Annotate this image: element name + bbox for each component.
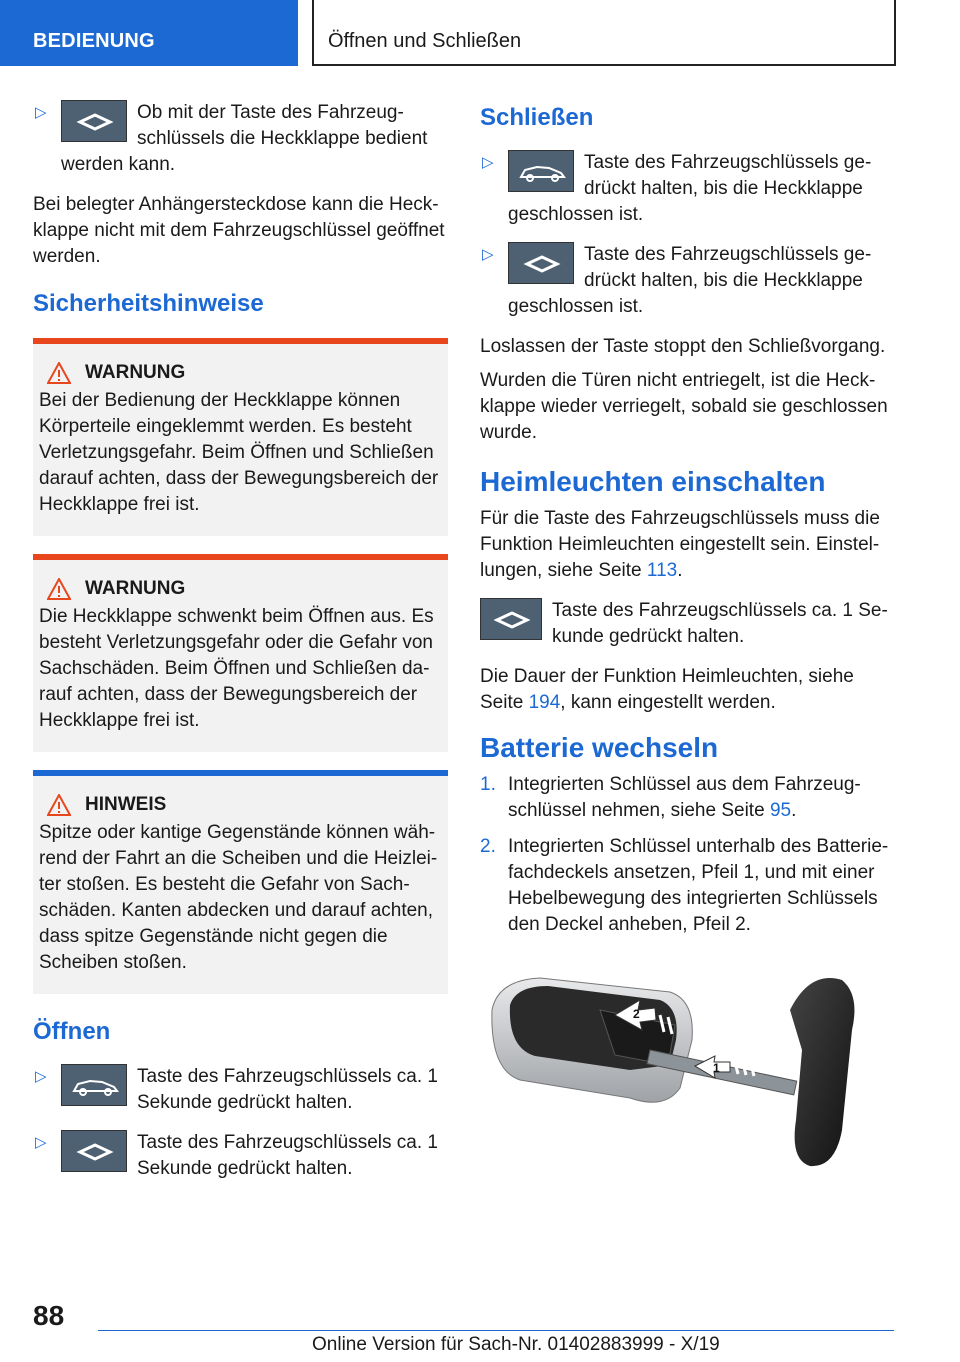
arrow-label-2: 2 — [633, 1007, 640, 1021]
open-bullet-2: ▷ Taste des Fahrzeugschlüssels ca. 1 Sekunde gedrückt halten. — [35, 1132, 438, 1179]
right-column — [480, 100, 895, 1185]
page-link-194[interactable]: 194 — [528, 692, 561, 713]
page-link-113[interactable]: 113 — [646, 560, 678, 581]
notice-box — [33, 770, 448, 994]
car-key-icon — [508, 150, 574, 192]
safety-heading: Sicherheitshinweise — [33, 290, 264, 317]
battery-steps — [480, 772, 895, 938]
bullet-triangle-icon: ▷ — [35, 104, 47, 121]
page-number: 88 — [33, 1300, 65, 1331]
close-heading: Schließen — [480, 104, 594, 131]
bullet-triangle-icon: ▷ — [35, 1068, 47, 1085]
warning-text-1: Bei der Bedienung der Heckklappe können Körperteile eingeklemmt werden. Es besteht Verletzungsgefahr. Beim Öffnen und Schließen darauf achten, dass der Bewegungsbereich der Heckklappe frei ist. — [39, 390, 439, 515]
tailgate-open-key-icon — [61, 1130, 127, 1172]
tailgate-open-key-icon — [61, 100, 127, 142]
intro-bullet: ▷ Ob mit der Taste des Fahrzeugschlüssels die Heckklappe bedient werden kann. — [35, 102, 428, 175]
intro-paragraph: Bei belegter Anhängersteckdose kann die Heckklappe nicht mit dem Fahrzeugschlüssel geöffnet werden. — [33, 194, 445, 267]
bullet-triangle-icon: ▷ — [482, 154, 494, 171]
open-bullet-1: ▷ Taste des Fahrzeugschlüssels ca. 1 Sekunde gedrückt halten. — [35, 1066, 438, 1113]
footer-text: Online Version für Sach-Nr. 01402883999 - X/19 — [312, 1334, 720, 1355]
key-battery-illustration — [480, 970, 895, 1180]
close-bullet-1: ▷ Taste des Fahrzeugschlüssels gedrückt halten, bis die Heckklappe geschlossen ist. — [482, 152, 872, 225]
list-item: 2. Integrierten Schlüssel unterhalb des Batteriefachdeckels ansetzen, Pfeil 1, und mit einer Hebelbewegung des integrierten Schlüssels den Deckel anheben, Pfeil 2. — [480, 836, 889, 935]
warning-box-2 — [33, 554, 448, 752]
home-duration-paragraph: Die Dauer der Funktion Heimleuchten, siehe Seite 194, kann eingestellt werden. — [480, 666, 854, 713]
warning-triangle-icon — [47, 578, 71, 600]
bullet-triangle-icon: ▷ — [35, 1134, 47, 1151]
footer-divider — [98, 1330, 894, 1331]
car-key-icon — [61, 1064, 127, 1106]
page-link-95[interactable]: 95 — [769, 800, 792, 821]
warning-triangle-icon — [47, 362, 71, 384]
header-section-tab — [0, 0, 298, 66]
header-title: Öffnen und Schließen — [328, 30, 522, 52]
close-paragraph-1: Loslassen der Taste stoppt den Schließvorgang. — [480, 336, 886, 357]
warning-title-1: WARNUNG — [85, 362, 186, 383]
header-section-label: BEDIENUNG — [33, 30, 155, 52]
home-paragraph: Für die Taste des Fahrzeugschlüssels muss die Funktion Heimleuchten eingestellt sein. Einstellungen, siehe Seite 113. — [480, 508, 880, 581]
notice-triangle-icon — [47, 794, 71, 816]
warning-text-2: Die Heckklappe schwenkt beim Öffnen aus. Es besteht Verletzungsgefahr oder die Gefahr von Sachschäden. Beim Öffnen und Schließen darauf achten, dass der Bewegungsbereich der Heckklappe frei ist. — [39, 606, 434, 731]
arrow-label-1: 1 — [713, 1061, 720, 1075]
list-item: 1. Integrierten Schlüssel aus dem Fahrzeugschlüssel nehmen, siehe Seite 95. — [480, 774, 861, 821]
tailgate-open-key-icon — [480, 598, 542, 640]
close-paragraph-2: Wurden die Türen nicht entriegelt, ist die Heckklappe wieder verriegelt, sobald sie geschlossen wurde. — [480, 370, 888, 443]
warning-title-2: WARNUNG — [85, 578, 186, 599]
header-title-box — [312, 0, 896, 66]
home-key-instruction: Taste des Fahrzeugschlüssels ca. 1 Sekunde gedrückt halten. — [480, 598, 895, 650]
warning-box-1 — [33, 338, 448, 536]
left-column — [33, 100, 448, 1196]
bullet-triangle-icon: ▷ — [482, 246, 494, 263]
notice-title: HINWEIS — [85, 794, 167, 815]
tailgate-open-key-icon — [508, 242, 574, 284]
battery-heading: Batterie wechseln — [480, 732, 719, 763]
home-heading: Heimleuchten einschalten — [480, 466, 826, 497]
open-heading: Öffnen — [33, 1018, 111, 1045]
notice-text: Spitze oder kantige Gegenstände können während der Fahrt an die Scheiben und die Heizleiter stoßen. Es besteht die Gefahr von Sachschäden. Kanten abdecken und darauf achten, dass spitze Gegenstände nicht gegen die Scheiben stoßen. — [39, 822, 438, 973]
close-bullet-2: ▷ Taste des Fahrzeugschlüssels gedrückt halten, bis die Heckklappe geschlossen ist. — [482, 244, 872, 317]
